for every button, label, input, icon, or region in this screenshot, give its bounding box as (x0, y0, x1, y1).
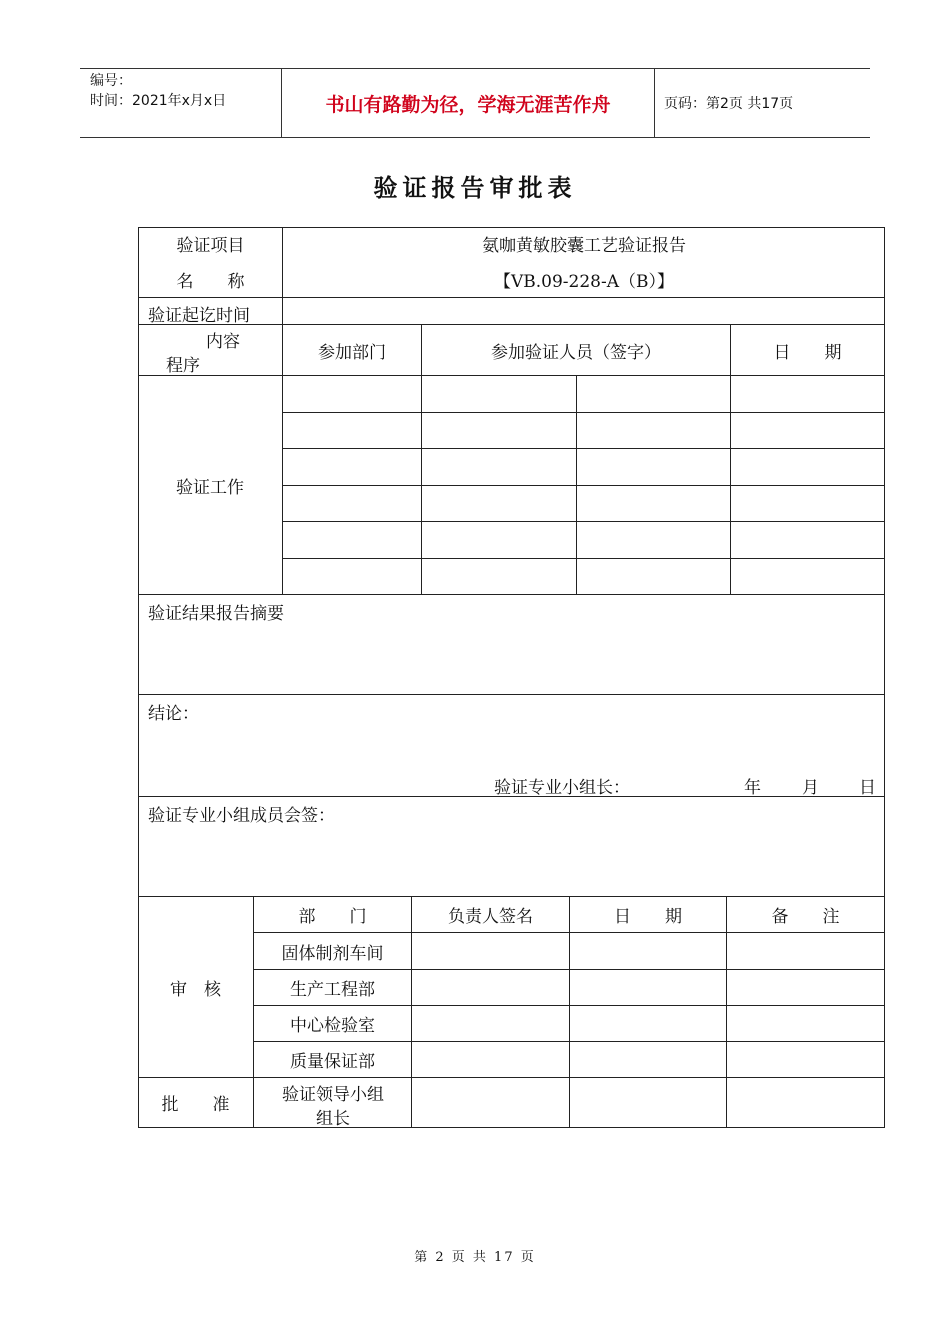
work-cell[interactable] (731, 486, 885, 522)
work-cell[interactable] (577, 413, 731, 449)
work-cell[interactable] (422, 449, 577, 486)
approve-signature-cell[interactable] (412, 1078, 570, 1128)
work-cell[interactable] (577, 486, 731, 522)
members-section[interactable] (138, 797, 885, 897)
project-name: 氨咖黄敏胶囊工艺验证报告 (482, 236, 686, 256)
conclusion-label: 结论： (148, 704, 199, 724)
header-meta (80, 69, 280, 139)
content-procedure-cell (138, 325, 283, 376)
work-cell[interactable] (422, 559, 577, 595)
work-cell[interactable] (731, 413, 885, 449)
work-cell[interactable] (422, 486, 577, 522)
work-label: 验证工作 (138, 376, 283, 595)
date-year-label: 年 (744, 778, 761, 798)
header-motto: 书山有路勤为径，学海无涯苦作舟 (281, 69, 655, 137)
review-header-signature: 负责人签名 (412, 897, 570, 933)
review-dept-quality-assurance: 质量保证部 (254, 1042, 412, 1078)
review-remarks-cell[interactable] (727, 1006, 885, 1042)
work-cell[interactable] (283, 449, 422, 486)
work-cell[interactable] (577, 376, 731, 413)
members-label: 验证专业小组成员会签： (148, 806, 335, 826)
col-department: 参加部门 (283, 325, 422, 376)
work-cell[interactable] (577, 522, 731, 559)
page-footer: 第 2 页 共 17 页 (414, 1250, 536, 1265)
col-date: 日 期 (731, 325, 885, 376)
document-number: 编号： (90, 73, 132, 89)
review-dept-production-engineering: 生产工程部 (254, 970, 412, 1006)
review-dept-central-lab: 中心检验室 (254, 1006, 412, 1042)
work-cell[interactable] (577, 559, 731, 595)
project-name-cell[interactable] (283, 227, 885, 298)
work-cell[interactable] (422, 413, 577, 449)
work-cell[interactable] (283, 376, 422, 413)
review-header-department: 部 门 (254, 897, 412, 933)
review-remarks-cell[interactable] (727, 970, 885, 1006)
review-date-cell[interactable] (570, 933, 727, 970)
review-signature-cell[interactable] (412, 1042, 570, 1078)
conclusion-section[interactable] (138, 695, 885, 797)
review-date-cell[interactable] (570, 1042, 727, 1078)
group-leader-label: 验证专业小组长： (494, 778, 630, 798)
date-month-label: 月 (802, 778, 819, 798)
work-cell[interactable] (283, 559, 422, 595)
work-cell[interactable] (422, 376, 577, 413)
document-title: 验证报告审批表 (373, 174, 577, 202)
review-dept-solid-workshop: 固体制剂车间 (254, 933, 412, 970)
review-signature-cell[interactable] (412, 1006, 570, 1042)
col-personnel: 参加验证人员（签字） (422, 325, 731, 376)
summary-label: 验证结果报告摘要 (148, 604, 284, 624)
procedure-label: 程序 (166, 356, 200, 376)
review-signature-cell[interactable] (412, 970, 570, 1006)
approve-dept-line1: 验证领导小组 (282, 1085, 384, 1105)
period-label: 验证起讫时间 (138, 298, 283, 325)
review-header-remarks: 备 注 (727, 897, 885, 933)
review-remarks-cell[interactable] (727, 933, 885, 970)
name-label: 名 称 (176, 272, 245, 292)
date-day-label: 日 (859, 778, 876, 798)
review-signature-cell[interactable] (412, 933, 570, 970)
work-cell[interactable] (731, 376, 885, 413)
work-cell[interactable] (283, 522, 422, 559)
content-label: 内容 (206, 332, 240, 352)
review-date-cell[interactable] (570, 970, 727, 1006)
approve-date-cell[interactable] (570, 1078, 727, 1128)
work-cell[interactable] (731, 522, 885, 559)
work-cell[interactable] (577, 449, 731, 486)
review-label: 审 核 (138, 897, 254, 1078)
header-page-code: 页码：第2页 共17页 (664, 96, 794, 112)
document-time: 时间：2021年x月x日 (90, 93, 227, 109)
approve-dept-cell (254, 1078, 412, 1128)
work-cell[interactable] (731, 559, 885, 595)
approve-label: 批 准 (138, 1078, 254, 1128)
period-field[interactable] (283, 298, 885, 325)
review-header-date: 日 期 (570, 897, 727, 933)
work-cell[interactable] (283, 486, 422, 522)
work-cell[interactable] (422, 522, 577, 559)
page-header (80, 68, 870, 138)
approve-remarks-cell[interactable] (727, 1078, 885, 1128)
summary-section[interactable] (138, 595, 885, 695)
project-label: 验证项目 (176, 236, 245, 256)
project-code: 【VB.09-228-A（B）】 (493, 272, 674, 292)
approve-dept-line2: 组长 (316, 1109, 350, 1129)
review-date-cell[interactable] (570, 1006, 727, 1042)
project-label-cell (138, 227, 283, 298)
work-cell[interactable] (731, 449, 885, 486)
review-remarks-cell[interactable] (727, 1042, 885, 1078)
work-cell[interactable] (283, 413, 422, 449)
approval-form (138, 227, 885, 1128)
